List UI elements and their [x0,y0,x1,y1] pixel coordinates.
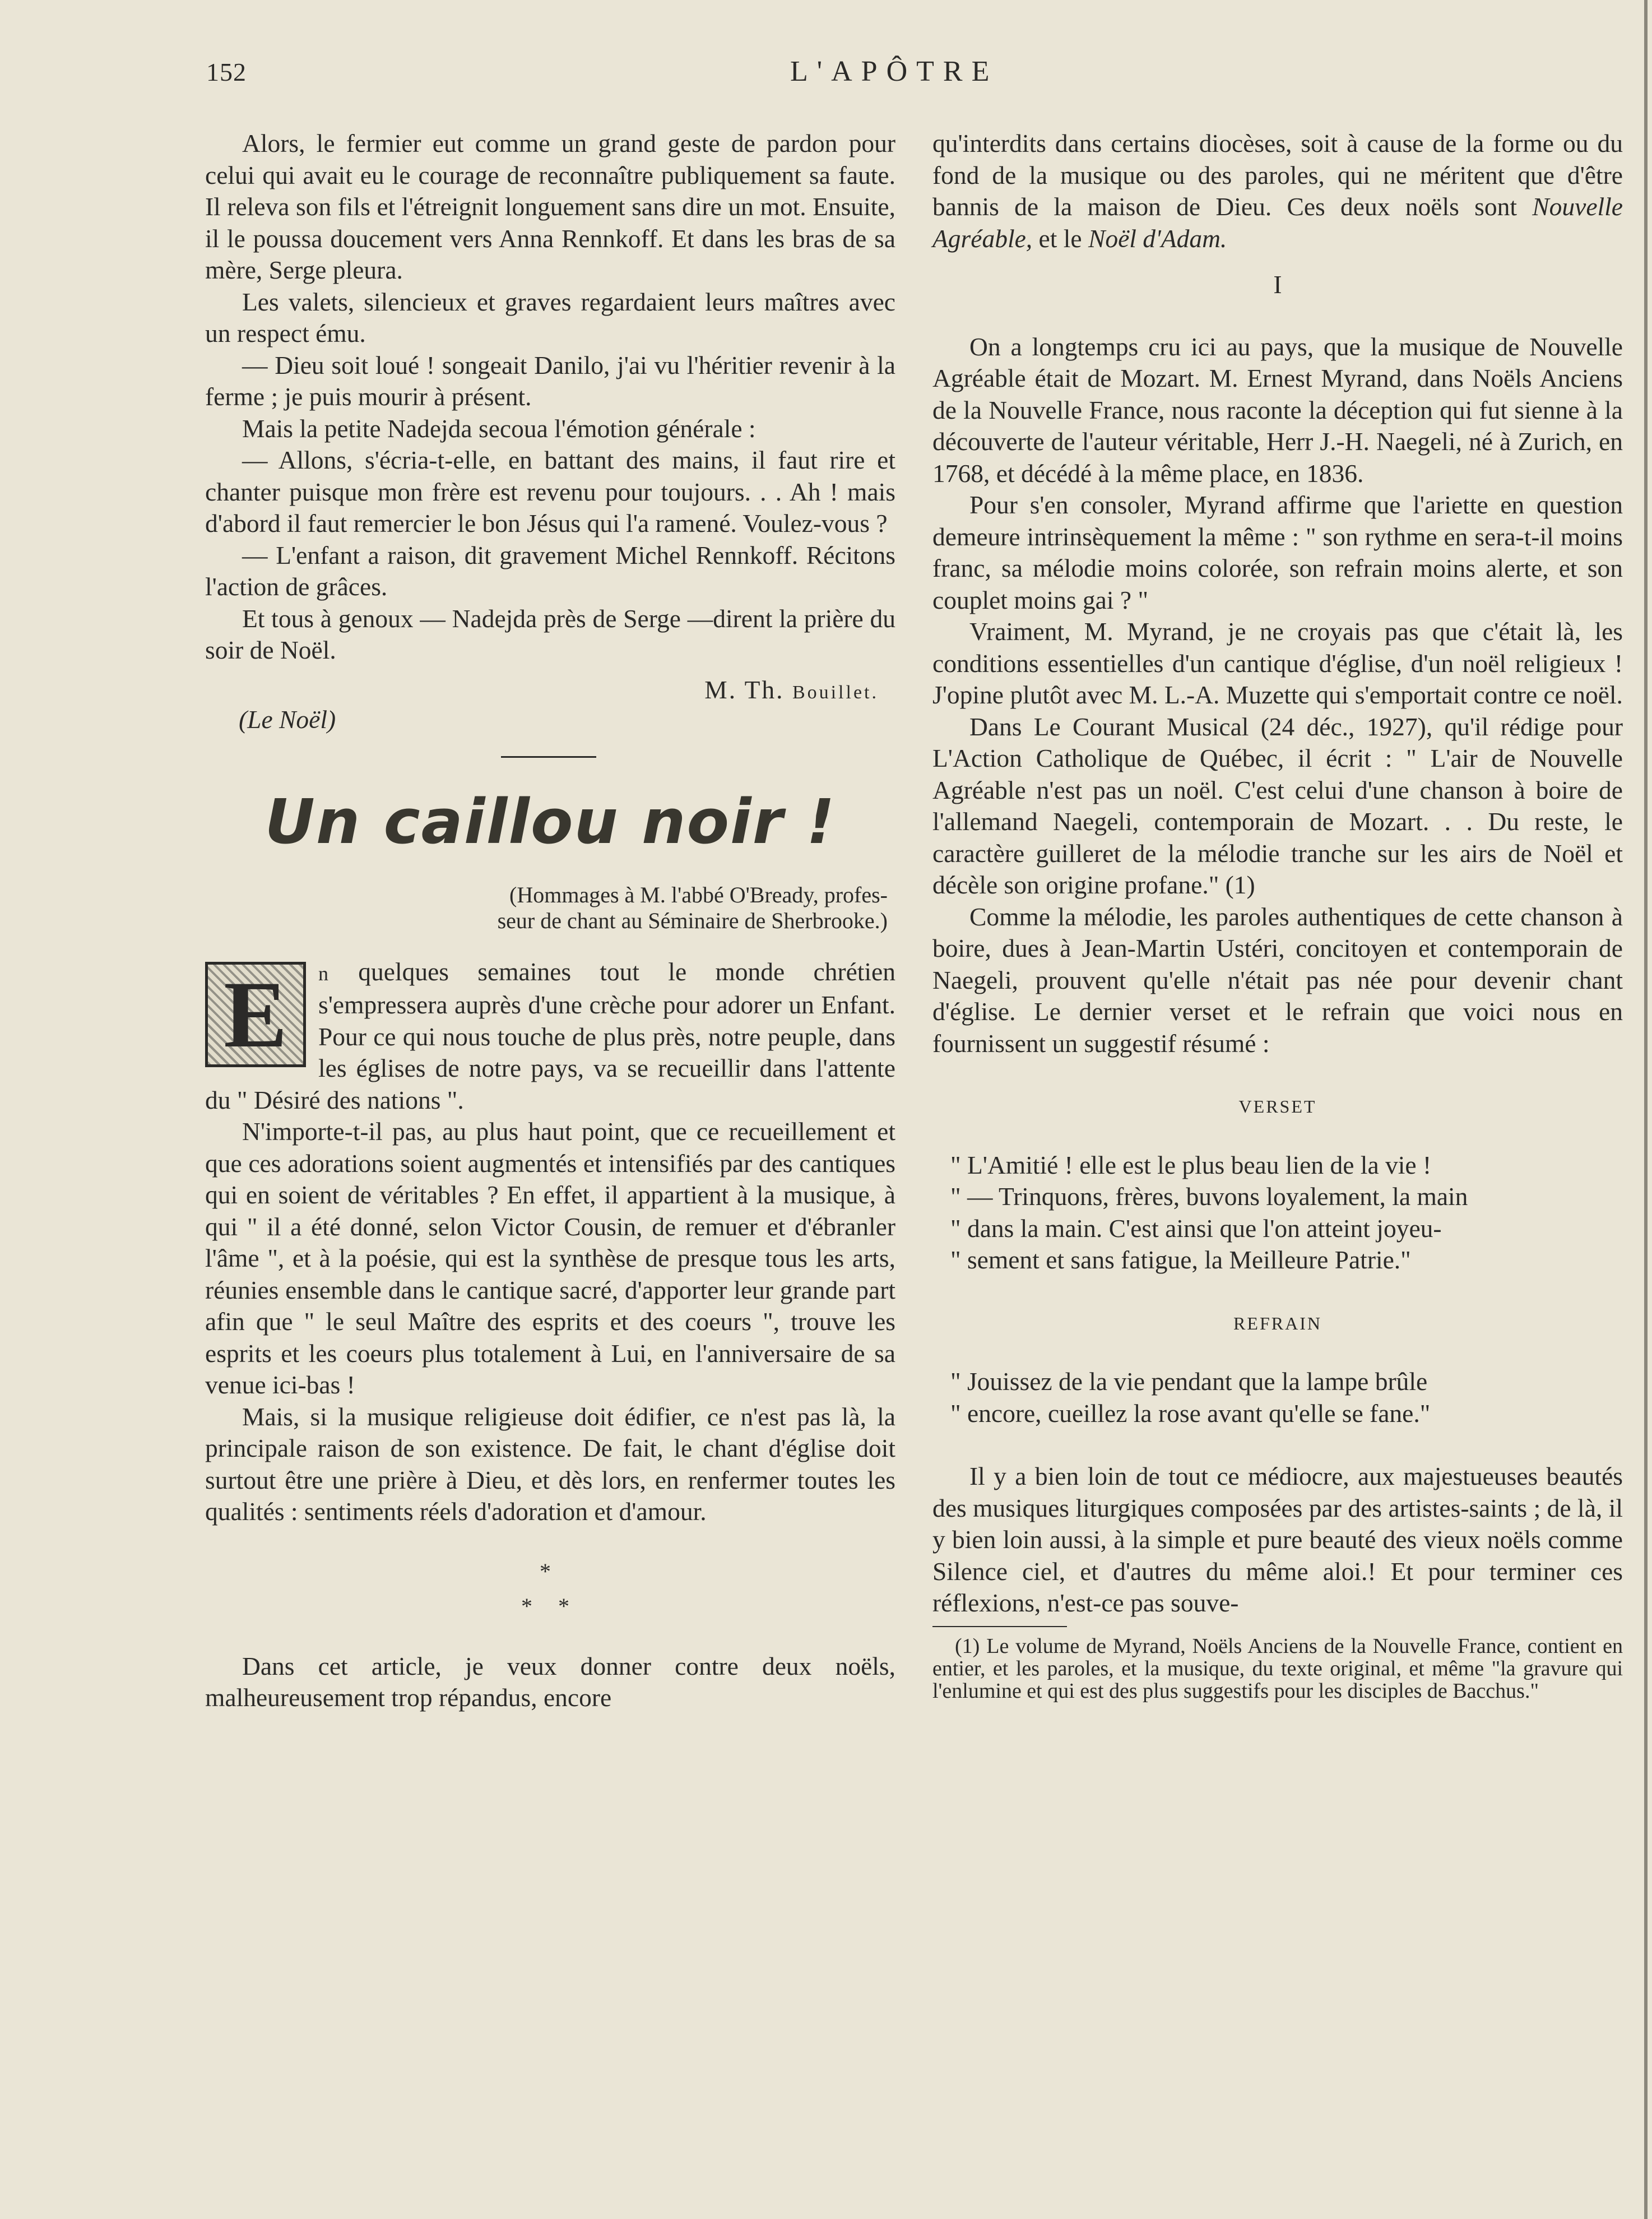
separator-star: * [540,1558,561,1584]
continuation-paragraph [932,128,1623,254]
article-paragraph: Dans cet article, je veux donner contre deux noëls, malheureusement trop répandus, encore [205,1651,895,1712]
section-number: I [1273,270,1282,299]
footnote-text: (1) Le volume de Myrand, Noëls Anciens de la Nouvelle France, contient en entier, et les paroles, et la musique, du texte original, et même "la gravure qui l'enlumine et qui est des plus suggestifs pour les disciples de Bacchus." [932,1634,1623,1703]
running-title: L'APÔTRE [790,55,999,87]
article-paragraph: Vraiment, M. Myrand, je ne croyais pas que c'était là, les conditions essentielles d'un cantique d'église, d'un noël religieux ! J'opine plutôt avec M. L.-A. Muzette qui s'emportait contre ce noël. [932,617,1623,709]
article-paragraph: Dans Le Courant Musical (24 déc., 1927), qu'il rédige pour L'Action Catholique de Québec, il écrit : " L'air de Nouvelle Agréable n'est pas un noël. C'est celui d'une chanson à boire de l'allemand Naegeli, contemporain de Mozart. . . Du reste, le caractère guilleret de la mélodie tranche sur les airs de Noël et décèle son origine profane." (1) [932,712,1623,899]
story-paragraph: Mais la petite Nadejda secoua l'émotion générale : [242,414,756,443]
separator-stars: * * [521,1593,579,1619]
article-paragraph: On a longtemps cru ici au pays, que la musique de Nouvelle Agréable était de Mozart. M. Ernest Myrand, dans Noëls Anciens de la Nouvelle France, nous raconte la déception qui fut sienne à la découverte de l'auteur véritable, Herr J.-H. Naegeli, né à Zurich, en 1768, et décédé à la même place, en 1836. [932,332,1623,488]
story-paragraph: — Allons, s'écria-t-elle, en battant des mains, il faut rire et chanter puisque mon frère est revenu pour toujours. . . Ah ! mais d'abord il faut remercier le bon Jésus qui l'a ramené. Voulez-vous ? [205,446,895,538]
footnote-rule [932,1626,1067,1627]
signature [205,674,879,709]
spacer [932,1429,1623,1461]
story-paragraph: Et tous à genoux — Nadejda près de Serge —dirent la prière du soir de Noël. [205,604,895,664]
article-paragraph: Pour s'en consoler, Myrand affirme que l'ariette en question demeure intrinsèquement la même : " son rythme en sera-t-il moins franc, sa mélodie moins colorée, son refrain moins alerte, et son couplet moins gai ? " [932,490,1623,614]
dedication-line: (Hommages à M. l'abbé O'Bready, profes- [509,882,888,907]
carol-title: Nouvelle Agréable, [932,192,1623,253]
refrain-quote [932,1366,1623,1429]
left-column [205,128,895,1714]
refrain-heading: REFRAIN [1233,1313,1322,1333]
story-source: (Le Noël) [239,705,336,734]
signature-surname: Bouillet. [792,682,879,703]
verse-line: " dans la main. C'est ainsi que l'on atteint joyeu- [950,1213,1442,1243]
lead-word: n [318,962,330,985]
ornamental-dropcap [205,962,306,1067]
carol-title: Noël d'Adam. [1088,224,1227,253]
refrain-line: " encore, cueillez la rose avant qu'elle se fane." [950,1398,1431,1428]
article-paragraph: Comme la mélodie, les paroles authentiques de cette chanson à boire, dues à Jean-Martin Ustéri, concitoyen et contemporain de Naegeli, prouvent qu'elle n'était pas née pour devenir chant d'église. Le dernier verset et le refrain que voici nous en fournissent un suggestif résumé : [932,902,1623,1058]
article-paragraph: Mais, si la musique religieuse doit édifier, ce n'est pas là, la principale raison de son existence. De fait, le chant d'église doit surtout être une prière à Dieu, et dès lors, en renfermer toutes les qualités : sentiments réels d'adoration et d'amour. [205,1402,895,1526]
continuation-and: et le [1038,224,1082,253]
article-paragraph: Il y a bien loin de tout ce médiocre, aux majestueuses beautés des musiques liturgiques composées par des artistes-saints ; de là, il y bien loin aussi, à la simple et pure beauté des vieux noëls comme Silence ciel, et d'autres du même aloi.! Et pour terminer ces réflexions, n'est-ce pas souve- [932,1462,1623,1617]
article-title: Un caillou noir ! [264,785,836,858]
page-edge-shadow [1644,0,1648,2219]
first-paragraph [205,956,895,1117]
section-divider [501,756,596,758]
dedication-line: seur de chant au Séminaire de Sherbrooke.) [497,907,888,933]
footnote [932,1635,1623,1702]
continuation-text: qu'interdits dans certains diocèses, soit à cause de la forme ou du fond de la musique ou des paroles, qui ne méritent que d'être bannis de la maison de Dieu. Ces deux noëls sont [932,129,1623,221]
verse-line: " — Trinquons, frères, buvons loyalement, la main [950,1182,1468,1211]
story-paragraph: Les valets, silencieux et graves regardaient leurs maîtres avec un respect ému. [205,287,895,348]
dedication [205,882,888,934]
right-column [932,128,1623,1702]
refrain-line: " Jouissez de la vie pendant que la lampe brûle [950,1367,1428,1396]
verse-quote [932,1150,1623,1276]
story-paragraph: — Dieu soit loué ! songeait Danilo, j'ai vu l'héritier revenir à la ferme ; je puis mourir à présent. [205,350,895,411]
signature-initials: M. Th. [704,675,785,704]
verse-heading: VERSET [1238,1096,1317,1117]
first-paragraph-text: quelques semaines tout le monde chrétien s'empressera auprès d'une crèche pour adorer un Enfant. Pour ce qui nous touche de plus près, notre peuple, dans les églises de notre pays, va se recueillir dans l'attente du " Désiré des nations ". [205,957,895,1114]
story-paragraph: — L'enfant a raison, dit gravement Michel Rennkoff. Récitons l'action de grâces. [205,540,895,601]
story-paragraph: Alors, le fermier eut comme un grand geste de pardon pour celui qui avait eu le courage de reconnaître publiquement sa faute. Il releva son fils et l'étreignit longuement sans dire un mot. Ensuite, il le poussa doucement vers Anna Rennkoff. Et dans les bras de sa mère, Serge pleura. [205,129,895,284]
page-number: 152 [206,58,247,86]
verse-line: " L'Amitié ! elle est le plus beau lien de la vie ! [950,1150,1432,1179]
article-paragraph: N'importe-t-il pas, au plus haut point, que ce recueillement et que ces adorations soient augmentés et intensifiés par des cantiques qui en soient de véritables ? En effet, il appartient à la musique, à qui " il a été donné, selon Victor Cousin, de remuer et d'ébranler l'âme ", et à la poésie, qui est la synthèse de presque tous les arts, réunies ensemble dans le cantique sacré, d'apporter leur grande part afin que " le seul Maître des esprits et des coeurs ", trouve les esprits et les coeurs plus totalement à Lui, en l'anniversaire de sa venue ici-bas ! [205,1117,895,1399]
dropcap-letter: E [208,965,303,1064]
verse-line: " sement et sans fatigue, la Meilleure Patrie." [950,1245,1411,1274]
